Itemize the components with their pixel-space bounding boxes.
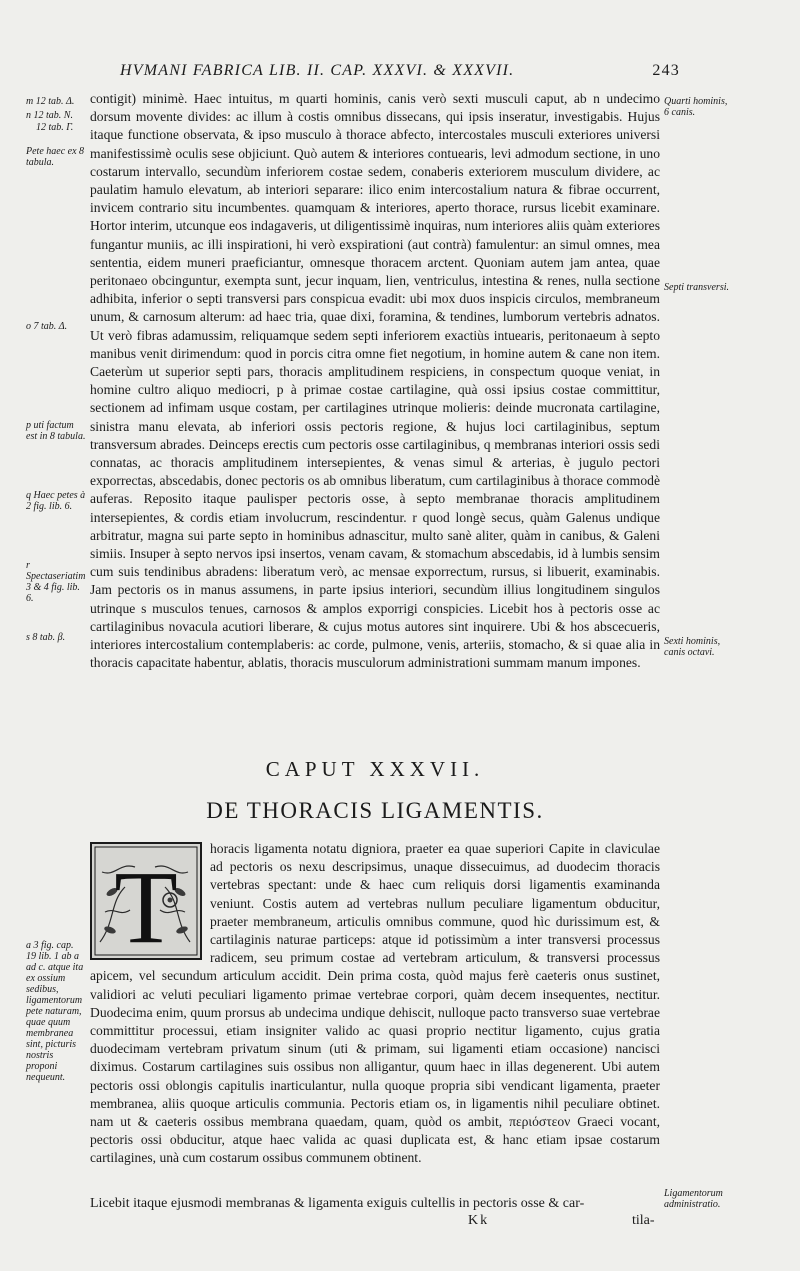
margin-note-sexti: Sexti hominis, canis octavi.	[664, 636, 721, 658]
margin-note-p: p uti factum est in 8 tabula.	[26, 420, 86, 442]
margin-note-pete: Pete haec ex 8 tabula.	[26, 146, 85, 168]
page-number: 243	[652, 62, 680, 79]
margin-note-n2: 12 tab. Γ.	[36, 122, 74, 133]
catchword: tila-	[632, 1213, 655, 1228]
margin-note-n: n 12 tab. N.	[26, 110, 73, 121]
margin-note-o: o 7 tab. Δ.	[26, 321, 68, 332]
body-paragraph-1	[90, 90, 660, 673]
paragraph-text-2: horacis ligamenta notatu digniora, praeter ea quae superiori Capite in claviculae ad pectoris os nexu descripsimus, unaque dissecuimus, ad duodecim thoracis vertebras spectant: unde & haec cum reliquis dorsi ligamentis examinanda veniunt. Costis autem ad vertebras nullum peculiare ligamentum obducitur, praeter membraneum, articulis omnibus commune, quod hìc durissimum est, & cartilaginis naturae particeps: atque id potissimùm a inter transversi processus radicem, seu primum costae ad vertebram articulum, & transversi processus apicem, vel secundum articulum accidit. Dein prima costa, quòd majus ferè caeteris onus sustinet, validiori ac veluti peculiari ligamento primae vertebrae corpori, quàm decem insequentes, nectitur. Duodecima enim, quum prorsus ab undecima undique dehiscit, nulloque pacto transverso suae vertebrae committitur processui, etiam insigniter valido ac quasi proprio nectitur ligamento, cujus gratia duodecimam vertebram privatum sinum (uti & primam, sui ligamenti etiam occasione) nancisci diximus. Costarum cartilagines suis ossibus non alligantur, quum haec in illas degenerent. Ubi autem pectoris ossi oblongis capitulis inarticulantur, nulla quoque propria sibi vendicant ligamenta, praeter membranea, aliis quoque articulis communia. Pectoris etiam os, in ligamentis nihil peculiare obtinet. nam ut & caeteris ossibus membrana quaedam, quam, quòd os ambit, περιόστεον Graeci vocant, pectoris ossi obducitur, atque haec valida ac quasi duplicata est, & hanc etiam ipsae costarum cartilagines, unà cum costarum ossibus communem obtinent.	[90, 841, 660, 1166]
margin-note-septi: Septi transversi.	[664, 282, 729, 293]
running-title: HVMANI FABRICA LIB. II. CAP. XXXVI. & XXXVII.	[120, 62, 515, 79]
margin-note-r: r Spectaseriatim 3 & 4 fig. lib. 6.	[26, 560, 86, 604]
signature-mark: Kk	[468, 1213, 490, 1228]
floral-initial-icon	[90, 842, 202, 960]
body-paragraph-2	[90, 840, 660, 1168]
margin-note-a: a 3 fig. cap. 19 lib. 1 ab a ad c. atque ita ex ossium sedibus, ligamentorum pete naturam, quae quum membranea sint, picturis nostris proponi nequeunt.	[26, 940, 84, 1083]
running-header	[120, 62, 680, 80]
margin-note-q: q Haec petes à 2 fig. lib. 6.	[26, 490, 86, 512]
paragraph-text-1: contigit) minimè. Haec intuitus, m quarti hominis, canis verò sexti musculi caput, ab n undecimo dorsum movente divides: ac illum à costis omnibus dissecans, qui ipsis inseratur, investigabis. Hujus itaque functione observata, & ipso musculo à thorace abfecto, intercostales musculi exteriores universi manifestissimè oculis sese objiciunt. Quò autem & interiores contuearis, levi admodum sectione, in uno costarum intervallo, secundùm inferiorem costae sedem, conaberis exteriorem musculum dividere, ac paulatim hamulo elevatum, ab interiori separare: ilico enim intercostalium natura & fibrae occurrent, invicem contrario situ incumbentes. quamquam & interiores, aperto thorace, rursus licebit examinare. Hortor interim, utcunque eos indagaveris, ut diligentissimè inquiras, num interiores aliis quàm exteriores fungantur muniis, ac illi inspirationi, hi verò exspirationi (aut contrà) famulentur: an simul omnes, mea sententia, eidem muneri praeficiantur, omnesque thoracem arctent. Quoniam autem jam antea, quae peritonaeo obcinguntur, exempta sunt, jecur inquam, lien, ventriculus, intestina & renes, nulla sectione adhibita, inferior o septi transversi pars conspicua evadit: ubi mox duos inspicis circulos, membraneum unum, & carnosum alterum: ad haec tria, quae dixi, foramina, & tendines, lumborum vertebris adnatos. Ut verò fibras adamussim, reliquamque sedem septi inferiorem exactiùs intuearis, peritonaeum à septo manibus venit dirimendum: quod in porcis citra omne fiet negotium, in homine autem & cane non item. Caeterùm ut superior septi pars, thoracis amplitudinem respiciens, in conspectum quoque veniat, in homine cultro aliquo mediocri, p à primae costae cartilagine, quà ossi ipsius costae committitur, sectionem ad infimam usque costam, per cartilagines utrinque molieris: deinde mucronata cartilagine, sinistra manu elevata, ab inferiori ossis pectoris regione, & hujus loci cartilaginibus, septum transversum abrades. Deinceps erectis cum pectoris osse cartilaginibus, q membranas interiori ossis sedi connatas, ac thoracis amplitudinem intersepientes, & venas simul & arterias, è jugulo pectori exporrectas, abscedabis, donec pectoris os ab omnibus liberatum, cum cartilaginibus à thorace commodè auferas. Reposito itaque paulisper pectoris osse, à septo membranae thoracis amplitudinem intersepientes, & cordis etiam involucrum, rescindentur. r quod longè secus, quàm Galenus undique arbitratur, magna sui parte septo in hominibus adnascitur, multo sanè aliter, quàm in canibus, & Galeni simiis. Insuper à septo nervos ipsi insertos, venam cavam, & stomachum abscedabis, id à lumbis sensim cum suis tendinibus abradens: liberatum verò, ac mensae exporrectum, rursus, si libuerit, examinabis. Jam pectoris os in manus assumens, in parte ipsius interiori, secundùm illius longitudinem singulos utrinque s musculos tenues, carnosos & amplos exporrigi conspicies. Licebit hos à pectoris osse ac cartilaginibus novacula acutiori liberare, & cujus motus autores sint inquirere. Ubi & hos abscecueris, interiores intercostalium contemplaberis: ac corde, pulmone, venis, arteriis, stomacho, & si quae alia in thoracis capacitate habentur, ablatis, thoracis musculorum administrationi summam manum impones.	[90, 91, 660, 671]
chapter-subtitle: DE THORACIS LIGAMENTIS.	[206, 798, 544, 823]
margin-note-quarti: Quarti hominis, 6 canis.	[664, 96, 728, 118]
chapter-heading: CAPUT XXXVII.	[265, 757, 485, 781]
margin-note-m: m 12 tab. Δ.	[26, 96, 75, 107]
margin-note-ligamento: Ligamentorum administratio.	[664, 1188, 723, 1210]
margin-note-s: s 8 tab. β.	[26, 632, 66, 643]
initial-letter: T	[114, 850, 178, 960]
decorated-initial-t	[90, 842, 202, 960]
final-line: Licebit itaque ejusmodi membranas & ligamenta exiguis cultellis in pectoris osse & car-	[90, 1196, 585, 1211]
